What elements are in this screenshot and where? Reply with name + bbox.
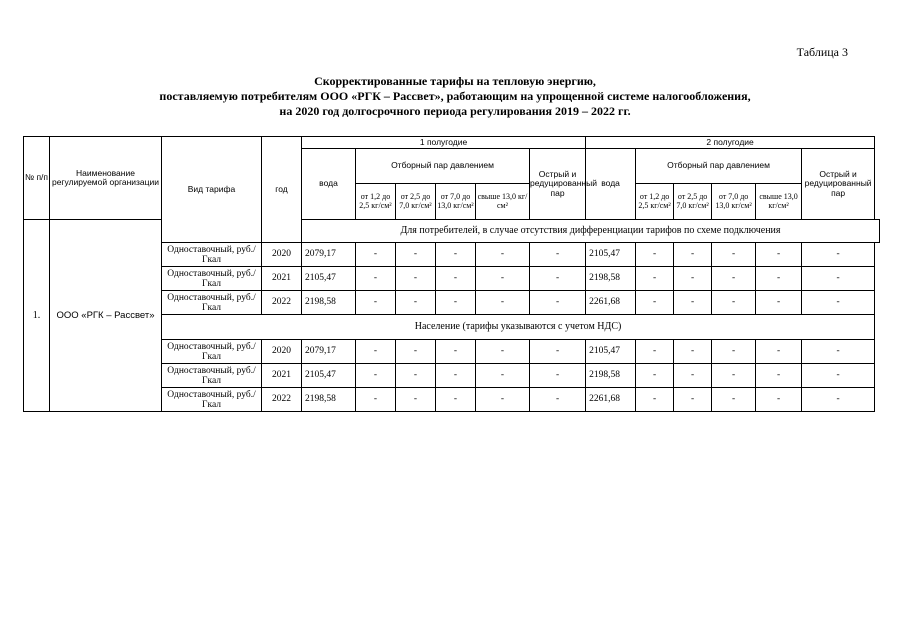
empty-value-cell: - — [356, 291, 396, 315]
empty-value-cell: - — [530, 291, 586, 315]
empty-value-cell: - — [802, 340, 875, 364]
empty-value-cell: - — [530, 267, 586, 291]
empty-value-cell: - — [356, 243, 396, 267]
document-title — [60, 74, 850, 119]
empty-value-cell: - — [356, 340, 396, 364]
tariff-table — [23, 136, 880, 412]
water-h1-cell: 2079,17 — [302, 340, 356, 364]
empty-value-cell: - — [356, 267, 396, 291]
empty-value-cell: - — [712, 291, 756, 315]
tariff-type-cell: Одноставочный, руб./Гкал — [162, 243, 262, 267]
empty-value-cell: - — [802, 243, 875, 267]
water-h1-cell: 2198,58 — [302, 291, 356, 315]
header-pressure-h2-4: свыше 13,0 кг/см² — [756, 184, 802, 220]
empty-value-cell: - — [396, 388, 436, 412]
title-line-1: Скорректированные тарифы на тепловую энергию, — [314, 74, 596, 88]
water-h2-cell: 2105,47 — [586, 243, 636, 267]
year-cell: 2022 — [262, 291, 302, 315]
year-cell: 2020 — [262, 243, 302, 267]
empty-value-cell: - — [756, 267, 802, 291]
empty-value-cell: - — [476, 364, 530, 388]
section-title: Для потребителей, в случае отсутствия дифференциации тарифов по схеме подключения — [302, 220, 880, 243]
header-pressure-h1-4: свыше 13,0 кг/см² — [476, 184, 530, 220]
empty-value-cell: - — [756, 364, 802, 388]
tariff-type-cell: Одноставочный, руб./Гкал — [162, 340, 262, 364]
empty-value-cell: - — [356, 364, 396, 388]
header-water-h2: вода — [586, 149, 636, 220]
empty-value-cell: - — [436, 291, 476, 315]
empty-value-cell: - — [636, 388, 674, 412]
header-half-1: 1 полугодие — [302, 137, 586, 149]
water-h2-cell: 2261,68 — [586, 291, 636, 315]
empty-value-cell: - — [802, 267, 875, 291]
table-number-label: Таблица 3 — [796, 45, 848, 59]
empty-value-cell: - — [756, 291, 802, 315]
header-half-2: 2 полугодие — [586, 137, 875, 149]
empty-value-cell: - — [712, 364, 756, 388]
empty-value-cell: - — [476, 243, 530, 267]
header-water-h1: вода — [302, 149, 356, 220]
org-number: 1. — [24, 220, 50, 412]
empty-value-cell: - — [802, 291, 875, 315]
header-pressure-h2-3: от 7,0 до 13,0 кг/см² — [712, 184, 756, 220]
empty-value-cell: - — [756, 388, 802, 412]
empty-value-cell: - — [674, 267, 712, 291]
empty-value-cell: - — [476, 388, 530, 412]
empty-value-cell: - — [530, 340, 586, 364]
empty-value-cell: - — [396, 291, 436, 315]
empty-value-cell: - — [436, 267, 476, 291]
org-name: ООО «РГК – Рассвет» — [50, 220, 162, 412]
empty-value-cell: - — [636, 340, 674, 364]
header-steam-h1: Отборный пар давлением — [356, 149, 530, 184]
title-line-2: поставляемую потребителям ООО «РГК – Рассвет», работающим на упрощенной системе налогообложения, — [159, 89, 751, 103]
empty-value-cell: - — [396, 364, 436, 388]
empty-value-cell: - — [636, 267, 674, 291]
header-year: год — [262, 137, 302, 243]
year-cell: 2021 — [262, 364, 302, 388]
water-h2-cell: 2198,58 — [586, 267, 636, 291]
tariff-type-cell: Одноставочный, руб./Гкал — [162, 364, 262, 388]
empty-value-cell: - — [674, 388, 712, 412]
year-cell: 2020 — [262, 340, 302, 364]
empty-value-cell: - — [476, 291, 530, 315]
title-line-3: на 2020 год долгосрочного периода регулирования 2019 – 2022 гг. — [279, 104, 631, 118]
header-pressure-h2-1: от 1,2 до 2,5 кг/см² — [636, 184, 674, 220]
empty-value-cell: - — [476, 267, 530, 291]
empty-value-cell: - — [436, 340, 476, 364]
empty-value-cell: - — [636, 364, 674, 388]
empty-value-cell: - — [712, 388, 756, 412]
empty-value-cell: - — [802, 388, 875, 412]
empty-value-cell: - — [674, 243, 712, 267]
header-pressure-h1-2: от 2,5 до 7,0 кг/см² — [396, 184, 436, 220]
empty-value-cell: - — [712, 267, 756, 291]
empty-value-cell: - — [712, 340, 756, 364]
year-cell: 2021 — [262, 267, 302, 291]
tariff-type-cell: Одноставочный, руб./Гкал — [162, 291, 262, 315]
water-h1-cell: 2198,58 — [302, 388, 356, 412]
empty-value-cell: - — [756, 243, 802, 267]
empty-value-cell: - — [436, 243, 476, 267]
empty-value-cell: - — [396, 243, 436, 267]
header-steam-h2: Отборный пар давлением — [636, 149, 802, 184]
empty-value-cell: - — [530, 388, 586, 412]
section-row — [24, 220, 880, 243]
header-pressure-h2-2: от 2,5 до 7,0 кг/см² — [674, 184, 712, 220]
empty-value-cell: - — [712, 243, 756, 267]
water-h2-cell: 2261,68 — [586, 388, 636, 412]
empty-value-cell: - — [530, 364, 586, 388]
empty-value-cell: - — [636, 291, 674, 315]
water-h1-cell: 2105,47 — [302, 364, 356, 388]
header-num: № п/п — [24, 137, 50, 220]
header-sharp-steam-h1: Острый и редуцированный пар — [530, 149, 586, 220]
header-tariff-type: Вид тарифа — [162, 137, 262, 243]
header-pressure-h1-1: от 1,2 до 2,5 кг/см² — [356, 184, 396, 220]
header-pressure-h1-3: от 7,0 до 13,0 кг/см² — [436, 184, 476, 220]
section-title: Население (тарифы указываются с учетом НДС) — [162, 315, 875, 340]
empty-value-cell: - — [356, 388, 396, 412]
header-org: Наименование регулируемой организации — [50, 137, 162, 220]
empty-value-cell: - — [636, 243, 674, 267]
empty-value-cell: - — [396, 340, 436, 364]
empty-value-cell: - — [436, 388, 476, 412]
empty-value-cell: - — [674, 340, 712, 364]
water-h2-cell: 2198,58 — [586, 364, 636, 388]
empty-value-cell: - — [674, 364, 712, 388]
empty-value-cell: - — [802, 364, 875, 388]
empty-value-cell: - — [476, 340, 530, 364]
water-h2-cell: 2105,47 — [586, 340, 636, 364]
water-h1-cell: 2079,17 — [302, 243, 356, 267]
empty-value-cell: - — [530, 243, 586, 267]
water-h1-cell: 2105,47 — [302, 267, 356, 291]
empty-value-cell: - — [674, 291, 712, 315]
year-cell: 2022 — [262, 388, 302, 412]
empty-value-cell: - — [396, 267, 436, 291]
empty-value-cell: - — [436, 364, 476, 388]
empty-value-cell: - — [756, 340, 802, 364]
tariff-type-cell: Одноставочный, руб./Гкал — [162, 267, 262, 291]
tariff-type-cell: Одноставочный, руб./Гкал — [162, 388, 262, 412]
header-sharp-steam-h2: Острый и редуцированный пар — [802, 149, 875, 220]
